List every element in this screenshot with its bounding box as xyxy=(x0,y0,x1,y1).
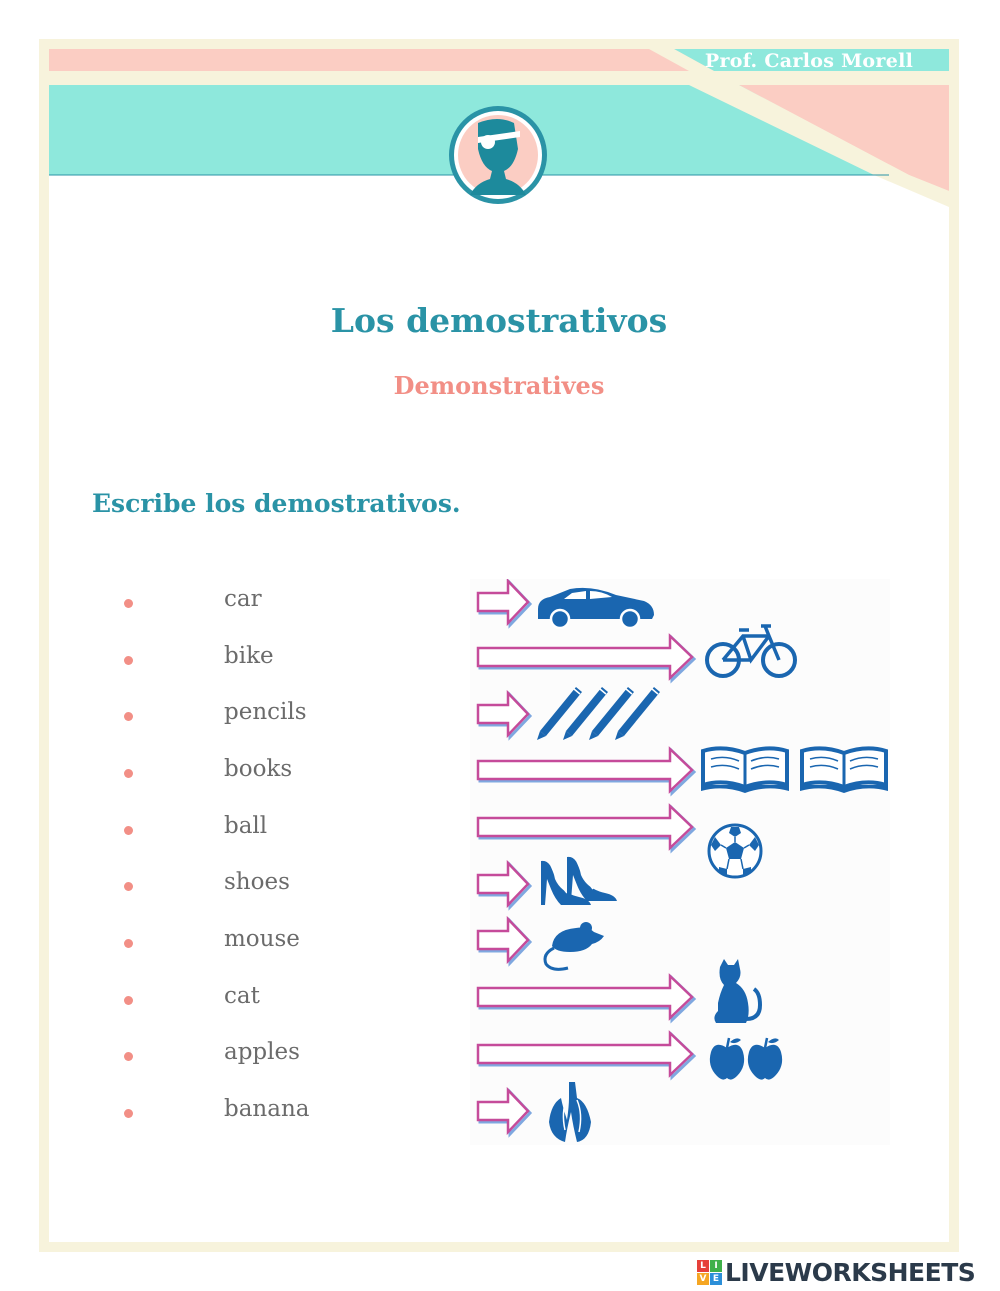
list-item xyxy=(49,1035,449,1075)
bullet-dot xyxy=(124,882,133,891)
far-arrow xyxy=(478,806,694,850)
item-word: cat xyxy=(224,983,260,1009)
item-word: mouse xyxy=(224,926,300,952)
mouse-icon xyxy=(545,922,604,969)
brand-name: LIVEWORKSHEETS xyxy=(725,1257,976,1287)
car-icon xyxy=(538,588,654,628)
list-item xyxy=(49,1092,449,1132)
exercise-instruction: Escribe los demostrativos. xyxy=(92,489,461,518)
item-word: banana xyxy=(224,1096,310,1122)
list-item xyxy=(49,809,449,849)
banana-icon xyxy=(549,1082,591,1142)
logo-letter: E xyxy=(710,1273,722,1285)
ball-icon xyxy=(709,825,761,877)
near-arrow xyxy=(478,919,530,963)
bullet-dot xyxy=(124,599,133,608)
apple-icon xyxy=(710,1038,782,1080)
bike-icon xyxy=(707,626,795,676)
item-word: car xyxy=(224,586,262,612)
bullet-dot xyxy=(124,1052,133,1061)
author-name: Prof. Carlos Morell xyxy=(704,50,914,72)
distance-picture-panel xyxy=(470,579,890,1145)
shoe-icon xyxy=(541,857,617,905)
book-icon xyxy=(701,748,888,793)
logo-letter: L xyxy=(697,1260,709,1272)
worksheet-page xyxy=(49,49,949,1242)
item-word: pencils xyxy=(224,699,307,725)
far-arrow xyxy=(478,976,694,1020)
pencil-icon xyxy=(537,687,660,740)
bullet-dot xyxy=(124,939,133,948)
list-item xyxy=(49,695,449,735)
item-word: shoes xyxy=(224,869,290,895)
bullet-dot xyxy=(124,826,133,835)
list-item xyxy=(49,979,449,1019)
bullet-dot xyxy=(124,996,133,1005)
logo-mark-icon xyxy=(697,1260,722,1285)
cat-icon xyxy=(714,959,760,1023)
item-word: apples xyxy=(224,1039,300,1065)
bullet-dot xyxy=(124,712,133,721)
far-arrow xyxy=(478,1033,694,1077)
list-item xyxy=(49,752,449,792)
logo-letter: I xyxy=(710,1260,722,1272)
item-word: bike xyxy=(224,643,274,669)
teacher-avatar-icon xyxy=(448,105,548,205)
near-arrow xyxy=(478,863,530,907)
page-subtitle: Demonstratives xyxy=(393,371,605,400)
far-arrow xyxy=(478,636,694,680)
bullet-dot xyxy=(124,656,133,665)
near-arrow xyxy=(478,693,530,737)
logo-letter: V xyxy=(697,1273,709,1285)
near-arrow xyxy=(478,581,530,625)
page-title: Los demostrativos xyxy=(330,301,668,340)
list-item xyxy=(49,639,449,679)
list-item xyxy=(49,922,449,962)
list-item xyxy=(49,582,449,622)
item-word: ball xyxy=(224,813,268,839)
far-arrow xyxy=(478,749,694,793)
bullet-dot xyxy=(124,769,133,778)
list-item xyxy=(49,865,449,905)
item-word: books xyxy=(224,756,293,782)
liveworksheets-logo[interactable] xyxy=(697,1257,975,1287)
near-arrow xyxy=(478,1090,530,1134)
bullet-dot xyxy=(124,1109,133,1118)
arrows-and-objects xyxy=(470,579,890,1145)
